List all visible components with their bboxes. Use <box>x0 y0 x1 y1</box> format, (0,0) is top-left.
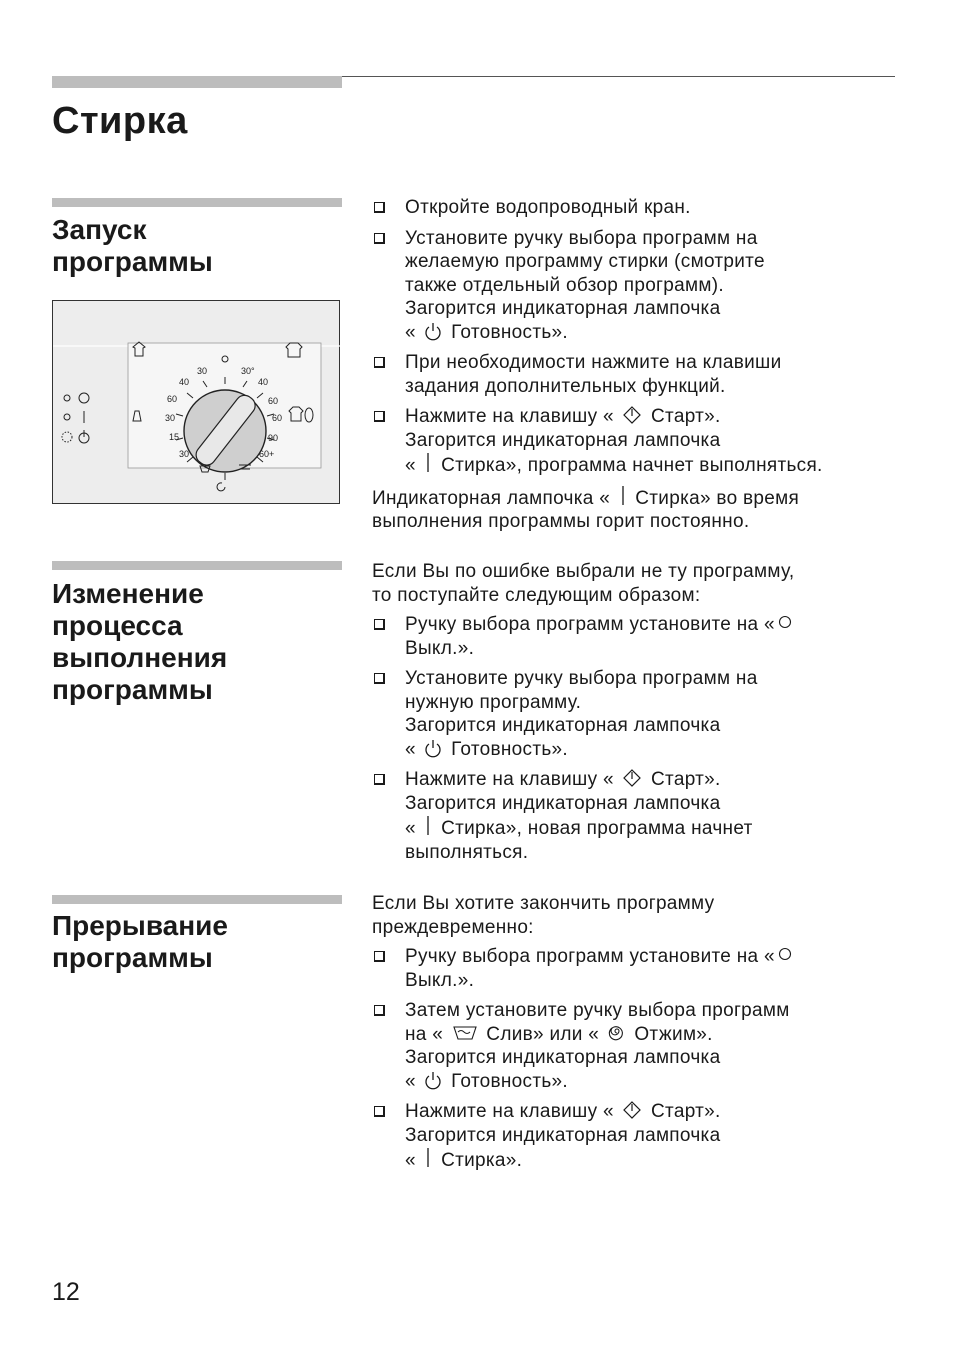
section-heading-start: Запуск программы <box>52 214 213 277</box>
checkbox-icon <box>374 411 385 422</box>
section-bar <box>52 561 342 570</box>
page-title: Стирка <box>52 100 188 142</box>
power-icon <box>424 321 442 341</box>
dial-label: 60 <box>272 413 283 423</box>
intro-text: Если Вы хотите закончить программу преждевременно: <box>372 893 715 938</box>
wash-indicator-icon <box>64 411 84 423</box>
dial-label: 30 <box>179 449 190 459</box>
dial-label: 40 <box>179 377 190 387</box>
start-icon <box>622 405 642 425</box>
wash-light-icon <box>619 485 627 507</box>
off-icon <box>778 615 792 633</box>
wash-light-icon <box>424 1147 432 1169</box>
checkbox-icon <box>374 202 385 213</box>
dial-knob <box>184 390 266 472</box>
header-bar <box>52 76 342 88</box>
page-number: 12 <box>52 1278 80 1306</box>
dial-label: 30 <box>197 366 208 376</box>
list-item: Установите ручку выбора программ на желаемую программу стирки (смотрите также отдельный обзор программ). Загорится индикаторная лампочка « Готовность». <box>372 227 897 345</box>
dial-label: 60 <box>167 394 178 404</box>
dial-label: 15 <box>169 432 180 442</box>
start-icon <box>622 1100 642 1120</box>
header-rule <box>342 76 895 77</box>
dial-label: 30° <box>241 366 255 376</box>
dial-label: 90 <box>268 433 279 443</box>
drain-icon <box>452 1023 478 1043</box>
cancel-steps <box>372 892 897 1180</box>
checkbox-icon <box>374 1005 385 1016</box>
power-icon <box>424 1070 442 1090</box>
spin-icon <box>217 483 225 491</box>
dial-label: 40 <box>258 377 269 387</box>
section-bar <box>52 895 342 904</box>
change-steps <box>372 560 897 871</box>
program-dial-diagram <box>53 301 341 505</box>
list-item: Установите ручку выбора программ на нужную программу. Загорится индикаторная лампочка « Готовность». <box>372 667 897 761</box>
list-item: Ручку выбора программ установите на « Выкл.». <box>372 945 897 992</box>
checkbox-icon <box>374 774 385 785</box>
spin-icon <box>608 1023 626 1043</box>
list-item: При необходимости нажмите на клавиши задания дополнительных функций. <box>372 351 897 398</box>
start-light-icon <box>62 430 89 443</box>
section-bar <box>52 198 342 207</box>
off-icon <box>778 947 792 965</box>
dial-label: 30 <box>165 413 176 423</box>
list-item: Ручку выбора программ установите на « Выкл.». <box>372 613 897 660</box>
intro-text: Если Вы по ошибке выбрали не ту программу, то поступайте следующим образом: <box>372 561 795 606</box>
start-steps <box>372 196 897 540</box>
wash-light-icon <box>424 815 432 837</box>
checkbox-icon <box>374 619 385 630</box>
section-heading-cancel: Прерывание программы <box>52 910 228 973</box>
list-item: Нажмите на клавишу « Старт». Загорится индикаторная лампочка « Стирка», программа начнет выполняться. <box>372 405 897 478</box>
start-icon <box>622 768 642 788</box>
checkbox-icon <box>374 357 385 368</box>
checkbox-icon <box>374 1106 385 1117</box>
checkbox-icon <box>374 673 385 684</box>
checkbox-icon <box>374 951 385 962</box>
wash-light-icon <box>424 452 432 474</box>
dial-label: 60 <box>268 396 279 406</box>
checkbox-icon <box>374 233 385 244</box>
dial-label: 60+ <box>259 449 275 459</box>
section-heading-change: Изменение процесса выполнения программы <box>52 578 228 705</box>
list-item: Затем установите ручку выбора программ на « Слив» или « Отжим». Загорится индикаторная лампочка « Готовность». <box>372 999 897 1093</box>
list-item: Нажмите на клавишу « Старт». Загорится индикаторная лампочка « Стирка», новая программа начнет выполняться. <box>372 768 897 864</box>
list-item: Нажмите на клавишу « Старт». Загорится индикаторная лампочка « Стирка». <box>372 1100 897 1173</box>
power-icon <box>424 738 442 758</box>
note-text: Индикаторная лампочка « Стирка» во время выполнения программы горит постоянно. <box>372 485 897 534</box>
ready-indicator-icon <box>64 393 89 403</box>
control-panel-illustration <box>52 300 340 504</box>
list-item: Откройте водопроводный кран. <box>372 196 897 220</box>
